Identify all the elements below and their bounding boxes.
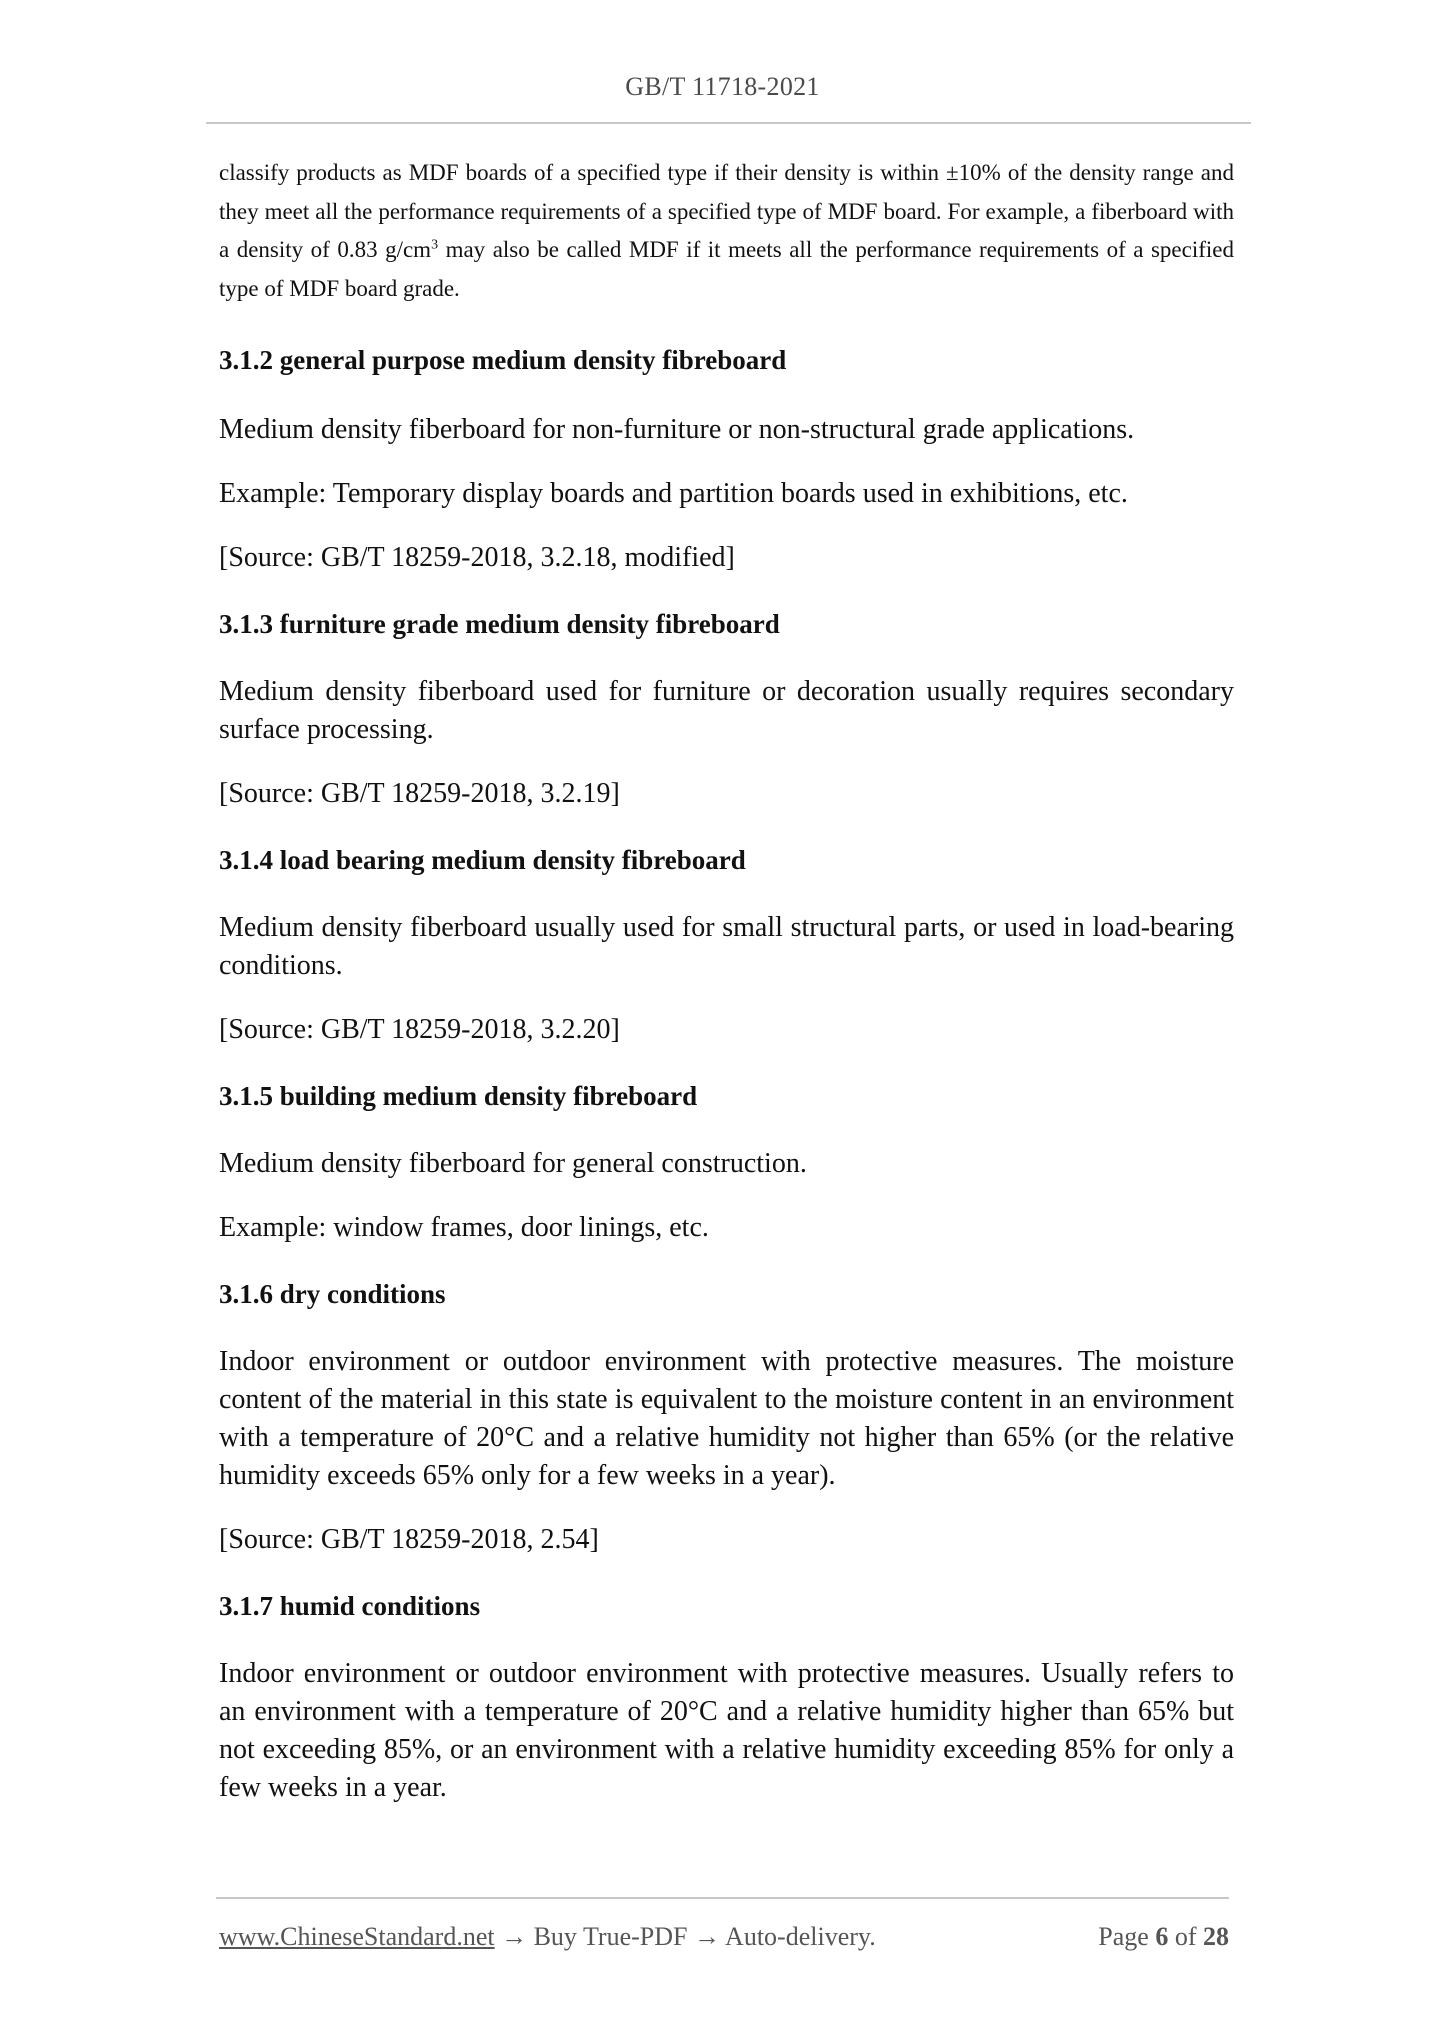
section-heading-3-1-2: 3.1.2 general purpose medium density fibreboard [219,345,787,375]
paragraph: Indoor environment or outdoor environment with protective measures. The moisture content of the material in this state is equivalent to the moisture content in an environment with a temperature of 20°C and a relative humidity not higher than 65% (or the relative humidity exceeds 65% only for a few weeks in a year). [219,1346,1234,1491]
chinesestandard-link[interactable]: www.ChineseStandard.net [219,1922,495,1951]
paragraph: Medium density fiberboard for non-furniture or non-structural grade applications. [219,414,1135,445]
intro-text-start: classify products as MDF boards of a specified type if their density is within ±10% of the density range and they meet all the performance requirements of a specified type of MDF board. For example, a fiberboard with a density of 0.83 g/cm [219,160,1234,262]
footer-tagline: → Buy True-PDF → Auto-delivery. [494,1922,876,1951]
document-header-title: GB/T 11718-2021 [625,72,820,101]
source-citation: [Source: GB/T 18259-2018, 3.2.19] [219,778,620,809]
page-indicator [1098,1922,1229,1952]
of-label: of [1174,1922,1197,1951]
source-citation: [Source: GB/T 18259-2018, 2.54] [219,1524,599,1555]
paragraph: Indoor environment or outdoor environment with protective measures. Usually refers to an environment with a temperature of 20°C and a relative humidity higher than 65% but not exceeding 85%, or an environment with a relative humidity exceeding 85% for only a few weeks in a year. [219,1658,1234,1803]
footer-promo [219,1922,876,1952]
document-body [219,154,1234,1807]
current-page-number: 6 [1155,1922,1169,1951]
footer-divider [216,1897,1229,1899]
source-citation: [Source: GB/T 18259-2018, 3.2.18, modified] [219,542,735,573]
paragraph: Medium density fiberboard for general construction. [219,1148,807,1179]
section-heading-3-1-7: 3.1.7 humid conditions [219,1591,481,1621]
intro-paragraph [219,154,1234,308]
paragraph: Medium density fiberboard used for furniture or decoration usually requires secondary surface processing. [219,676,1234,745]
intro-text-end: may also be called MDF if it meets all the performance requirements of a specified type of MDF board grade. [219,237,1234,301]
section-heading-3-1-6: 3.1.6 dry conditions [219,1279,446,1309]
section-heading-3-1-4: 3.1.4 load bearing medium density fibreboard [219,845,746,875]
superscript-exponent: 3 [431,237,439,253]
paragraph: Example: window frames, door linings, etc. [219,1212,709,1243]
source-citation: [Source: GB/T 18259-2018, 3.2.20] [219,1014,620,1045]
section-heading-3-1-3: 3.1.3 furniture grade medium density fibreboard [219,609,780,639]
page-label: Page [1098,1922,1149,1951]
paragraph: Example: Temporary display boards and partition boards used in exhibitions, etc. [219,478,1128,509]
paragraph: Medium density fiberboard usually used for small structural parts, or used in load-bearing conditions. [219,912,1234,981]
header-divider [206,122,1251,124]
section-heading-3-1-5: 3.1.5 building medium density fibreboard [219,1081,698,1111]
total-pages-number: 28 [1203,1922,1229,1951]
